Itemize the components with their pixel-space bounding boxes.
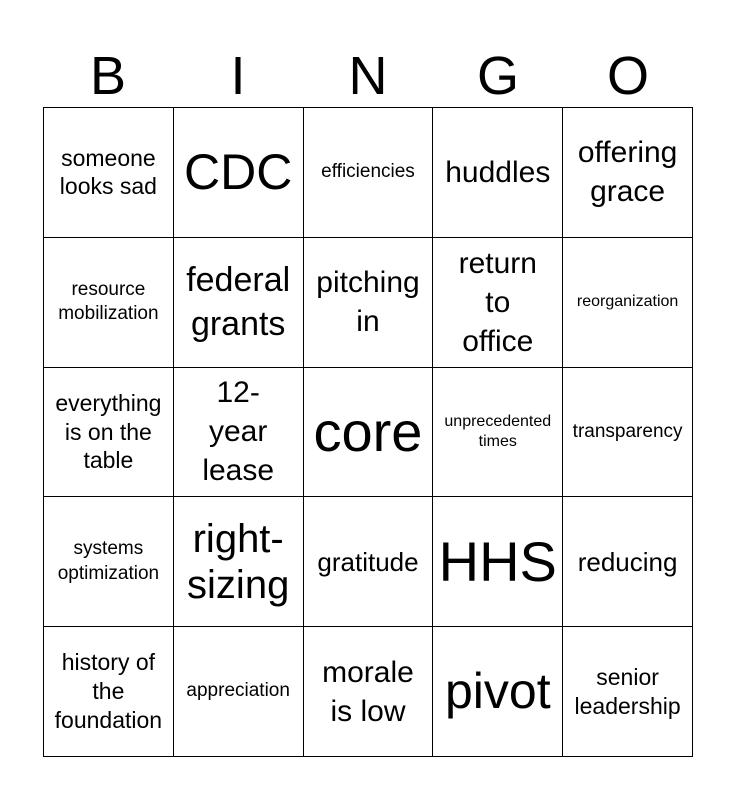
cell-text: offering grace	[577, 136, 678, 209]
cell-text: huddles	[445, 155, 551, 189]
bingo-cell-r1-c1[interactable]	[44, 108, 174, 238]
cell-text: right-sizing	[187, 516, 290, 607]
bingo-cell-r2-c5[interactable]	[563, 238, 693, 368]
bingo-cell-r2-c3[interactable]	[304, 238, 434, 368]
bingo-cell-r4-c4[interactable]	[433, 497, 563, 627]
bingo-cell-r5-c5[interactable]	[563, 627, 693, 757]
bingo-cell-r4-c1[interactable]	[44, 497, 174, 627]
cell-text: core	[313, 400, 423, 464]
bingo-cell-r5-c4[interactable]	[433, 627, 563, 757]
bingo-cell-r3-c2[interactable]	[174, 368, 304, 498]
bingo-cell-r2-c1[interactable]	[44, 238, 174, 368]
cell-text: someone looks sad	[59, 144, 157, 200]
bingo-cell-r1-c4[interactable]	[433, 108, 563, 238]
header-letter-b: B	[89, 46, 127, 106]
bingo-cell-r1-c2[interactable]	[174, 108, 304, 238]
bingo-cell-r5-c3[interactable]	[304, 627, 434, 757]
cell-text: pitching in	[316, 266, 420, 339]
bingo-cell-r4-c3[interactable]	[304, 497, 434, 627]
bingo-cell-r4-c5[interactable]	[563, 497, 693, 627]
bingo-cell-r4-c2[interactable]	[174, 497, 304, 627]
bingo-cell-r1-c3[interactable]	[304, 108, 434, 238]
cell-text: morale is low	[322, 655, 414, 728]
header-letter-i: I	[230, 46, 246, 106]
cell-text: unprecedented times	[444, 412, 552, 450]
cell-text: federal grants	[186, 261, 291, 344]
cell-text: return to office	[458, 246, 537, 358]
cell-text: senior leadership	[574, 663, 681, 719]
bingo-cell-r3-c4[interactable]	[433, 368, 563, 498]
bingo-header	[43, 45, 693, 107]
bingo-cell-r2-c2[interactable]	[174, 238, 304, 368]
cell-text: systems optimization	[57, 538, 160, 584]
cell-text: efficiencies	[321, 161, 415, 183]
bingo-cell-r2-c4[interactable]	[433, 238, 563, 368]
cell-text: gratitude	[317, 546, 419, 577]
bingo-cell-r3-c5[interactable]	[563, 368, 693, 498]
cell-text: pivot	[444, 663, 551, 720]
header-letter-n: N	[348, 46, 388, 106]
cell-text: everything is on the table	[55, 389, 162, 474]
bingo-board	[43, 107, 693, 757]
cell-text: reorganization	[576, 293, 679, 311]
cell-text: CDC	[184, 143, 293, 200]
cell-text: appreciation	[186, 680, 290, 702]
bingo-cell-r3-c1[interactable]	[44, 368, 174, 498]
bingo-cell-r1-c5[interactable]	[563, 108, 693, 238]
bingo-cell-r5-c1[interactable]	[44, 627, 174, 757]
cell-text: HHS	[438, 529, 557, 593]
cell-text: 12-year lease	[202, 376, 275, 488]
cell-text: resource mobilization	[58, 278, 159, 325]
cell-text: transparency	[572, 420, 683, 442]
header-letter-o: O	[606, 46, 649, 106]
bingo-cell-r3-c3[interactable]	[304, 368, 434, 498]
bingo-cell-r5-c2[interactable]	[174, 627, 304, 757]
header-letter-g: G	[476, 46, 519, 106]
cell-text: reducing	[577, 546, 678, 577]
cell-text: history of the foundation	[54, 649, 163, 733]
